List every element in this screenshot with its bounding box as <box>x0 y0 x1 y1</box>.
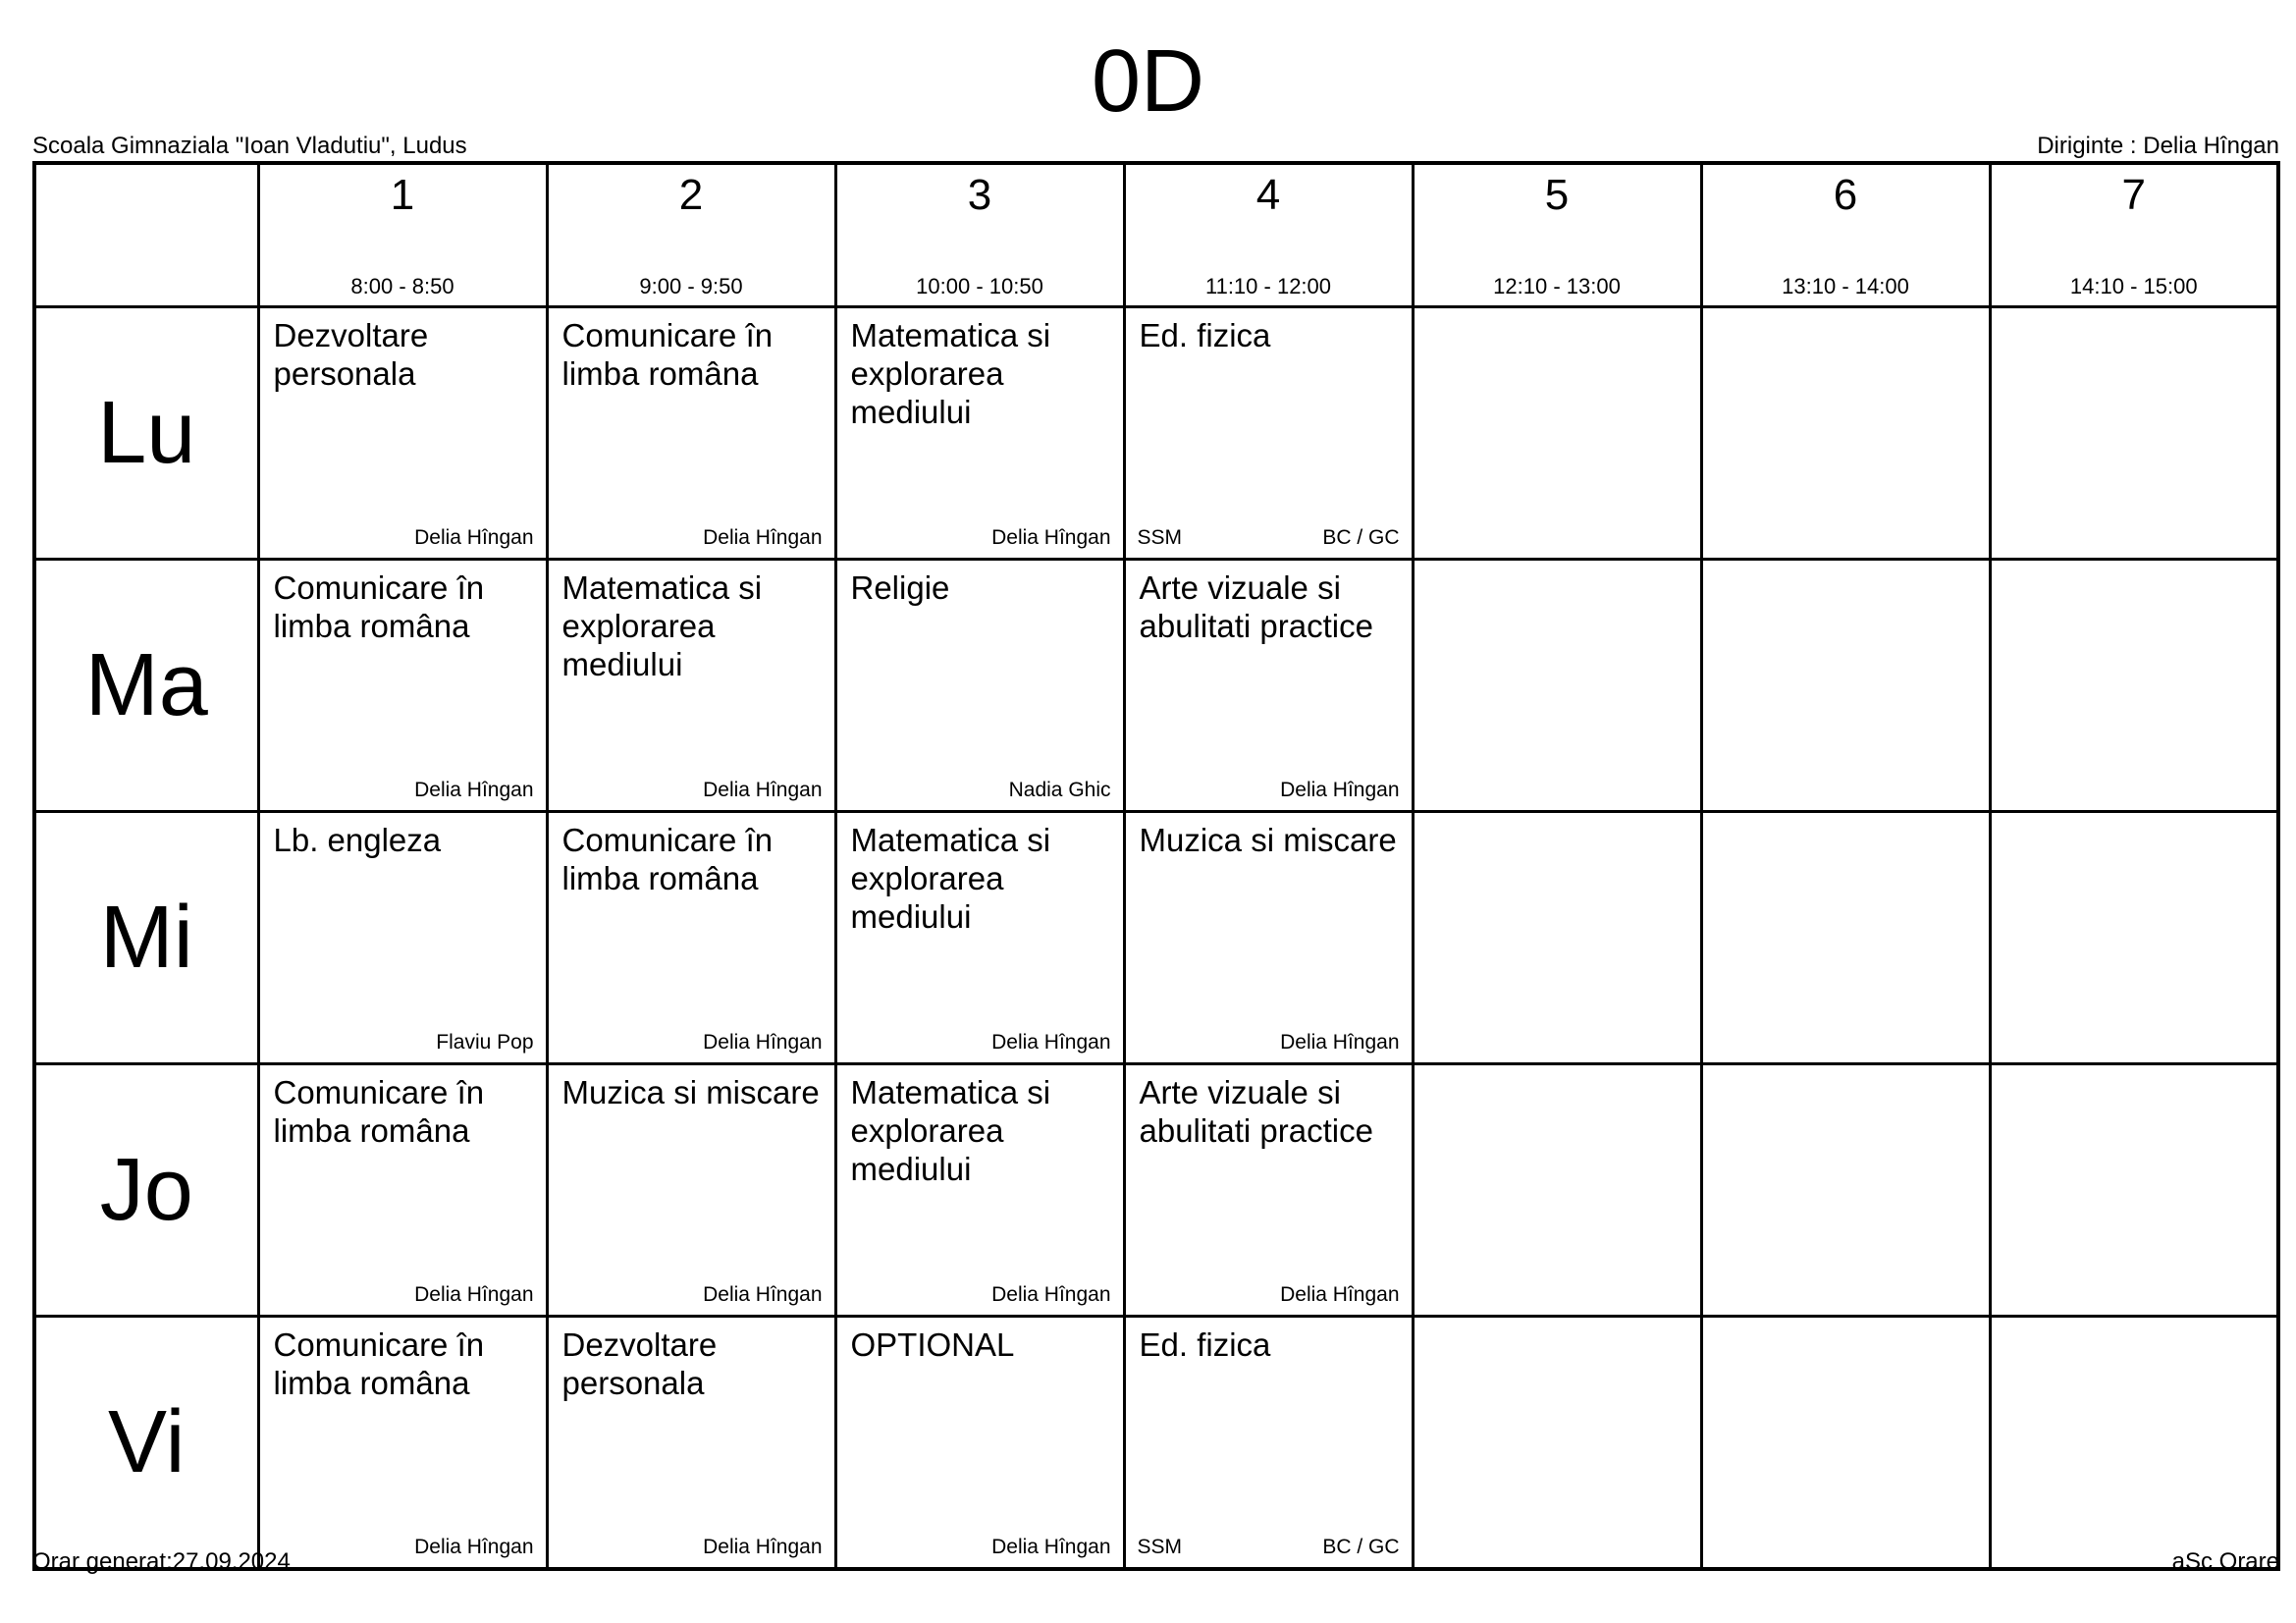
day-name: Mi <box>99 888 193 987</box>
lesson-cell <box>258 1317 547 1570</box>
lesson-cell <box>1413 560 1701 812</box>
lesson-content <box>1992 813 2277 1062</box>
lesson-subject: Lb. engleza <box>273 822 442 858</box>
period-time: 14:10 - 15:00 <box>2069 274 2198 298</box>
lesson-cell <box>258 307 547 560</box>
lesson-subject: Religie <box>850 569 950 606</box>
lesson-teacher: BC / GC <box>1322 1536 1400 1558</box>
lesson-teacher: Delia Hîngan <box>414 779 534 801</box>
lesson-content <box>1703 813 1989 1062</box>
period-header-content <box>1703 165 1989 305</box>
lesson-content <box>260 1318 546 1567</box>
lesson-content <box>1126 1065 1412 1315</box>
lesson-content <box>1703 561 1989 810</box>
day-cell <box>34 812 258 1064</box>
period-number: 2 <box>678 171 704 219</box>
lesson-content <box>1415 1065 1700 1315</box>
lesson-subject: OPTIONAL <box>850 1326 1015 1363</box>
lesson-subject: Comunicare în limba româna <box>273 569 485 644</box>
period-time: 12:10 - 13:00 <box>1493 274 1621 298</box>
day-name: Lu <box>97 383 196 482</box>
lesson-teacher: Delia Hîngan <box>991 1283 1111 1306</box>
lesson-content <box>837 1318 1123 1567</box>
lesson-room: SSM <box>1137 1536 1183 1558</box>
lesson-cell <box>1990 1317 2278 1570</box>
day-row <box>34 307 2278 560</box>
period-header <box>835 163 1124 307</box>
lesson-content <box>1415 308 1700 558</box>
lesson-content <box>1126 561 1412 810</box>
day-cell <box>34 560 258 812</box>
day-name: Vi <box>108 1392 186 1491</box>
lesson-content <box>1126 1318 1412 1567</box>
lesson-cell <box>1701 307 1990 560</box>
lesson-cell <box>1124 307 1413 560</box>
lesson-subject: Arte vizuale si abulitati practice <box>1139 1074 1373 1149</box>
lesson-subject: Dezvoltare personala <box>561 1326 718 1401</box>
lesson-cell <box>1701 560 1990 812</box>
period-number: 6 <box>1833 171 1858 219</box>
lesson-cell <box>835 307 1124 560</box>
lesson-content <box>260 561 546 810</box>
lesson-content <box>549 1065 834 1315</box>
lesson-content <box>837 308 1123 558</box>
period-header <box>1990 163 2278 307</box>
lesson-cell <box>258 560 547 812</box>
period-header <box>1701 163 1990 307</box>
lesson-cell <box>1990 812 2278 1064</box>
timetable <box>32 161 2280 1571</box>
lesson-teacher: Delia Hîngan <box>414 526 534 549</box>
lesson-teacher: Delia Hîngan <box>991 1031 1111 1054</box>
day-row <box>34 560 2278 812</box>
lesson-content <box>1126 308 1412 558</box>
lesson-content <box>549 813 834 1062</box>
lesson-subject: Ed. fizica <box>1139 1326 1271 1363</box>
lesson-teacher: BC / GC <box>1322 526 1400 549</box>
class-title: 0D <box>1091 32 1205 131</box>
lesson-teacher: Delia Hîngan <box>1280 1283 1400 1306</box>
lesson-subject: Matematica si explorarea mediului <box>850 822 1051 935</box>
lesson-content <box>1415 561 1700 810</box>
period-number: 5 <box>1544 171 1570 219</box>
lesson-content <box>1992 308 2277 558</box>
lesson-subject: Muzica si miscare <box>561 1074 820 1110</box>
lesson-content <box>1126 813 1412 1062</box>
period-number: 7 <box>2121 171 2146 219</box>
lesson-cell <box>547 1317 835 1570</box>
lesson-content <box>549 1318 834 1567</box>
lesson-cell <box>547 307 835 560</box>
class-teacher: Diriginte : Delia Hîngan <box>2037 133 2279 159</box>
lesson-cell <box>547 1064 835 1317</box>
lesson-content <box>260 813 546 1062</box>
day-name: Ma <box>84 635 208 734</box>
lesson-cell <box>258 1064 547 1317</box>
lesson-content <box>1415 1318 1700 1567</box>
lesson-content <box>260 1065 546 1315</box>
generated-date: Orar generat:27.09.2024 <box>32 1548 291 1575</box>
day-row <box>34 812 2278 1064</box>
lesson-cell <box>258 812 547 1064</box>
corner-cell <box>34 163 258 307</box>
lesson-teacher: Nadia Ghic <box>1008 779 1111 801</box>
lesson-cell <box>1701 1064 1990 1317</box>
lesson-cell <box>1124 560 1413 812</box>
period-header-content <box>1992 165 2277 305</box>
day-cell <box>34 1064 258 1317</box>
lesson-teacher: Delia Hîngan <box>703 1283 823 1306</box>
period-header-content <box>549 165 834 305</box>
period-number: 4 <box>1255 171 1281 219</box>
lesson-content <box>1415 813 1700 1062</box>
lesson-cell <box>1413 812 1701 1064</box>
period-header <box>547 163 835 307</box>
lesson-content <box>837 1065 1123 1315</box>
lesson-subject: Matematica si explorarea mediului <box>850 1074 1051 1187</box>
lesson-content <box>1992 561 2277 810</box>
period-header-content <box>837 165 1123 305</box>
period-time: 11:10 - 12:00 <box>1204 274 1332 298</box>
lesson-teacher: Delia Hîngan <box>414 1536 534 1558</box>
period-header-content <box>1415 165 1700 305</box>
lesson-cell <box>1124 1064 1413 1317</box>
lesson-teacher: Delia Hîngan <box>703 779 823 801</box>
lesson-teacher: Delia Hîngan <box>703 1031 823 1054</box>
period-header-row <box>34 163 2278 307</box>
day-row <box>34 1317 2278 1570</box>
lesson-cell <box>547 560 835 812</box>
period-time: 9:00 - 9:50 <box>639 274 743 298</box>
lesson-content <box>549 561 834 810</box>
lesson-subject: Matematica si explorarea mediului <box>850 317 1051 430</box>
software-name: aSc Orare <box>2171 1548 2279 1575</box>
lesson-teacher: Delia Hîngan <box>703 526 823 549</box>
lesson-content <box>260 308 546 558</box>
lesson-teacher: Delia Hîngan <box>414 1283 534 1306</box>
lesson-content <box>1703 1065 1989 1315</box>
day-name: Jo <box>99 1140 193 1239</box>
lesson-subject: Comunicare în limba româna <box>273 1326 485 1401</box>
lesson-content <box>1703 1318 1989 1567</box>
lesson-cell <box>1413 1064 1701 1317</box>
lesson-content <box>549 308 834 558</box>
lesson-cell <box>1701 812 1990 1064</box>
lesson-cell <box>835 1064 1124 1317</box>
lesson-teacher: Delia Hîngan <box>991 526 1111 549</box>
lesson-subject: Dezvoltare personala <box>273 317 429 392</box>
lesson-cell <box>835 1317 1124 1570</box>
period-header <box>1124 163 1413 307</box>
lesson-subject: Comunicare în limba româna <box>561 317 774 392</box>
lesson-cell <box>1413 1317 1701 1570</box>
lesson-subject: Muzica si miscare <box>1139 822 1397 858</box>
lesson-subject: Ed. fizica <box>1139 317 1271 353</box>
period-header <box>1413 163 1701 307</box>
lesson-cell <box>1413 307 1701 560</box>
lesson-cell <box>1990 1064 2278 1317</box>
period-time: 13:10 - 14:00 <box>1782 274 1909 298</box>
day-cell <box>34 307 258 560</box>
lesson-cell <box>835 812 1124 1064</box>
lesson-content <box>837 813 1123 1062</box>
lesson-content <box>837 561 1123 810</box>
lesson-subject: Comunicare în limba româna <box>273 1074 485 1149</box>
lesson-teacher: Delia Hîngan <box>1280 779 1400 801</box>
lesson-cell <box>1990 307 2278 560</box>
lesson-content <box>1992 1065 2277 1315</box>
lesson-content <box>1992 1318 2277 1567</box>
period-header-content <box>260 165 546 305</box>
lesson-teacher: Delia Hîngan <box>1280 1031 1400 1054</box>
lesson-teacher: Flaviu Pop <box>436 1031 534 1054</box>
school-name: Scoala Gimnaziala "Ioan Vladutiu", Ludus <box>32 133 467 159</box>
lesson-subject: Comunicare în limba româna <box>561 822 774 896</box>
lesson-cell <box>1124 812 1413 1064</box>
timetable-body <box>34 163 2278 1569</box>
period-header-content <box>1126 165 1412 305</box>
lesson-cell <box>1990 560 2278 812</box>
lesson-cell <box>547 812 835 1064</box>
period-time: 10:00 - 10:50 <box>916 274 1043 298</box>
lesson-cell <box>1701 1317 1990 1570</box>
period-number: 1 <box>390 171 415 219</box>
day-cell <box>34 1317 258 1570</box>
lesson-room: SSM <box>1137 526 1183 549</box>
lesson-cell <box>1124 1317 1413 1570</box>
lesson-subject: Matematica si explorarea mediului <box>561 569 763 682</box>
lesson-teacher: Delia Hîngan <box>703 1536 823 1558</box>
period-time: 8:00 - 8:50 <box>350 274 454 298</box>
period-number: 3 <box>967 171 992 219</box>
lesson-cell <box>835 560 1124 812</box>
day-row <box>34 1064 2278 1317</box>
lesson-content <box>1703 308 1989 558</box>
lesson-teacher: Delia Hîngan <box>991 1536 1111 1558</box>
lesson-subject: Arte vizuale si abulitati practice <box>1139 569 1373 644</box>
period-header <box>258 163 547 307</box>
